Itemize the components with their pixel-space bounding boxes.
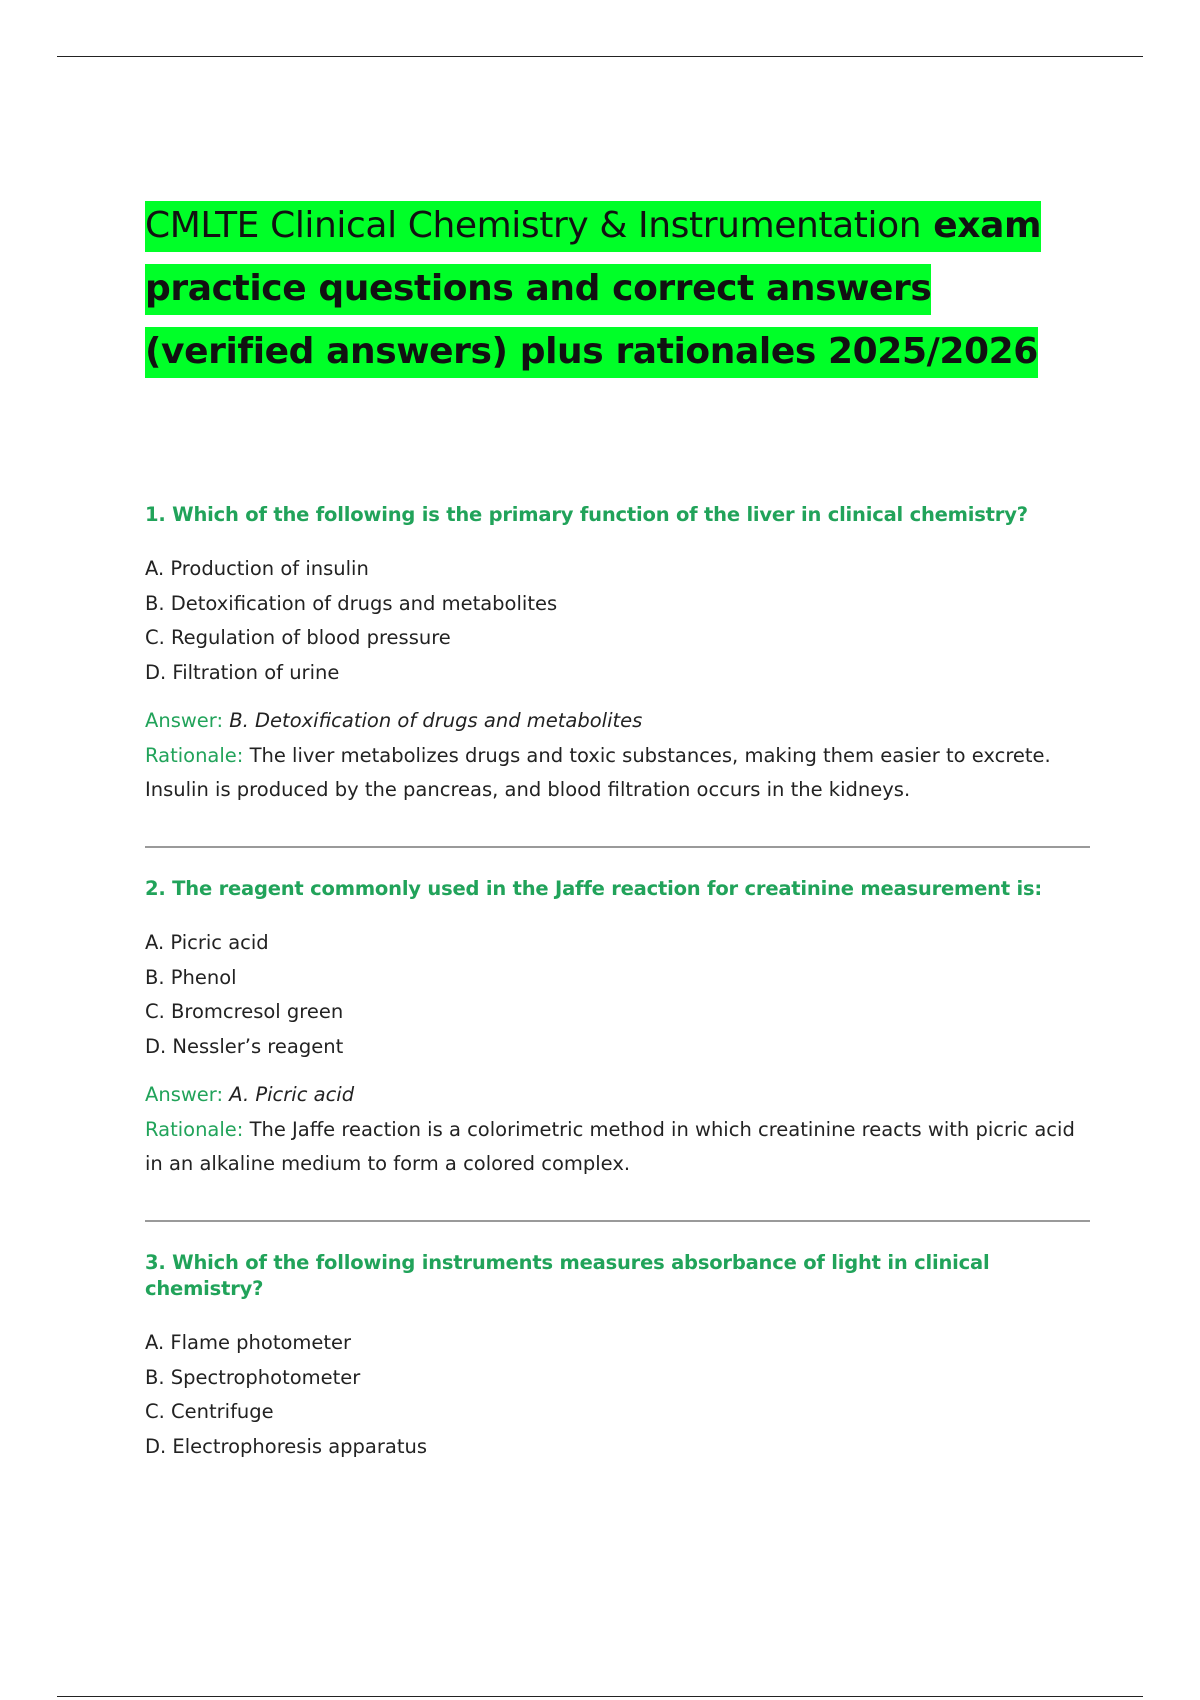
options-list bbox=[145, 926, 1090, 1064]
option-b: B. Spectrophotometer bbox=[145, 1365, 361, 1389]
rationale-line bbox=[145, 1113, 1090, 1182]
rationale-label: Rationale: bbox=[145, 743, 244, 767]
option-b: B. Phenol bbox=[145, 965, 237, 989]
title-regular: CMLTE Clinical Chemistry & Instrumentation bbox=[145, 205, 922, 246]
answer-block bbox=[145, 1078, 1090, 1182]
rationale-text: The liver metabolizes drugs and toxic substances, making them easier to excrete. Insulin is produced by the pancreas, and blood filtration occurs in the kidneys. bbox=[145, 743, 1051, 801]
options-list bbox=[145, 1326, 1090, 1464]
rationale-line bbox=[145, 739, 1090, 808]
answer-block bbox=[145, 704, 1090, 808]
question-text: 2. The reagent commonly used in the Jaffe reaction for creatinine measurement is: bbox=[145, 877, 1043, 900]
answer-value: A. Picric acid bbox=[229, 1083, 355, 1106]
answer-label: Answer: bbox=[145, 1083, 224, 1106]
rationale-text: The Jaffe reaction is a colorimetric method in which creatinine reacts with picric acid in an alkaline medium to form a colored complex. bbox=[145, 1117, 1075, 1175]
option-a: A. Picric acid bbox=[145, 931, 269, 954]
option-d: D. Nessler’s reagent bbox=[145, 1034, 344, 1058]
options-list bbox=[145, 552, 1090, 690]
title-highlight bbox=[145, 201, 1041, 378]
question-3 bbox=[145, 1250, 1090, 1464]
question-text: 3. Which of the following instruments measures absorbance of light in clinical chemistry? bbox=[145, 1251, 990, 1300]
answer-line bbox=[145, 1078, 1090, 1113]
question-text: 1. Which of the following is the primary function of the liver in clinical chemistry? bbox=[145, 503, 1028, 526]
rationale-label: Rationale: bbox=[145, 1117, 244, 1141]
question-1 bbox=[145, 502, 1090, 808]
title-bold: exam practice questions and correct answers (verified answers) plus rationales 2025/2026 bbox=[145, 205, 1042, 372]
option-a: A. Production of insulin bbox=[145, 557, 369, 580]
option-a: A. Flame photometer bbox=[145, 1331, 352, 1354]
option-b: B. Detoxification of drugs and metabolites bbox=[145, 591, 558, 615]
page-top-rule bbox=[57, 56, 1143, 57]
question-2 bbox=[145, 876, 1090, 1182]
answer-label: Answer: bbox=[145, 709, 224, 732]
option-c: C. Centrifuge bbox=[145, 1400, 274, 1423]
option-c: C. Regulation of blood pressure bbox=[145, 626, 451, 649]
answer-line bbox=[145, 704, 1090, 739]
question-divider bbox=[145, 1220, 1090, 1222]
document-title bbox=[145, 194, 1065, 383]
option-c: C. Bromcresol green bbox=[145, 1000, 344, 1023]
option-d: D. Filtration of urine bbox=[145, 660, 340, 684]
question-divider bbox=[145, 846, 1090, 848]
option-d: D. Electrophoresis apparatus bbox=[145, 1434, 428, 1458]
page-bottom-rule bbox=[57, 1696, 1143, 1697]
answer-value: B. Detoxification of drugs and metabolites bbox=[229, 709, 643, 732]
